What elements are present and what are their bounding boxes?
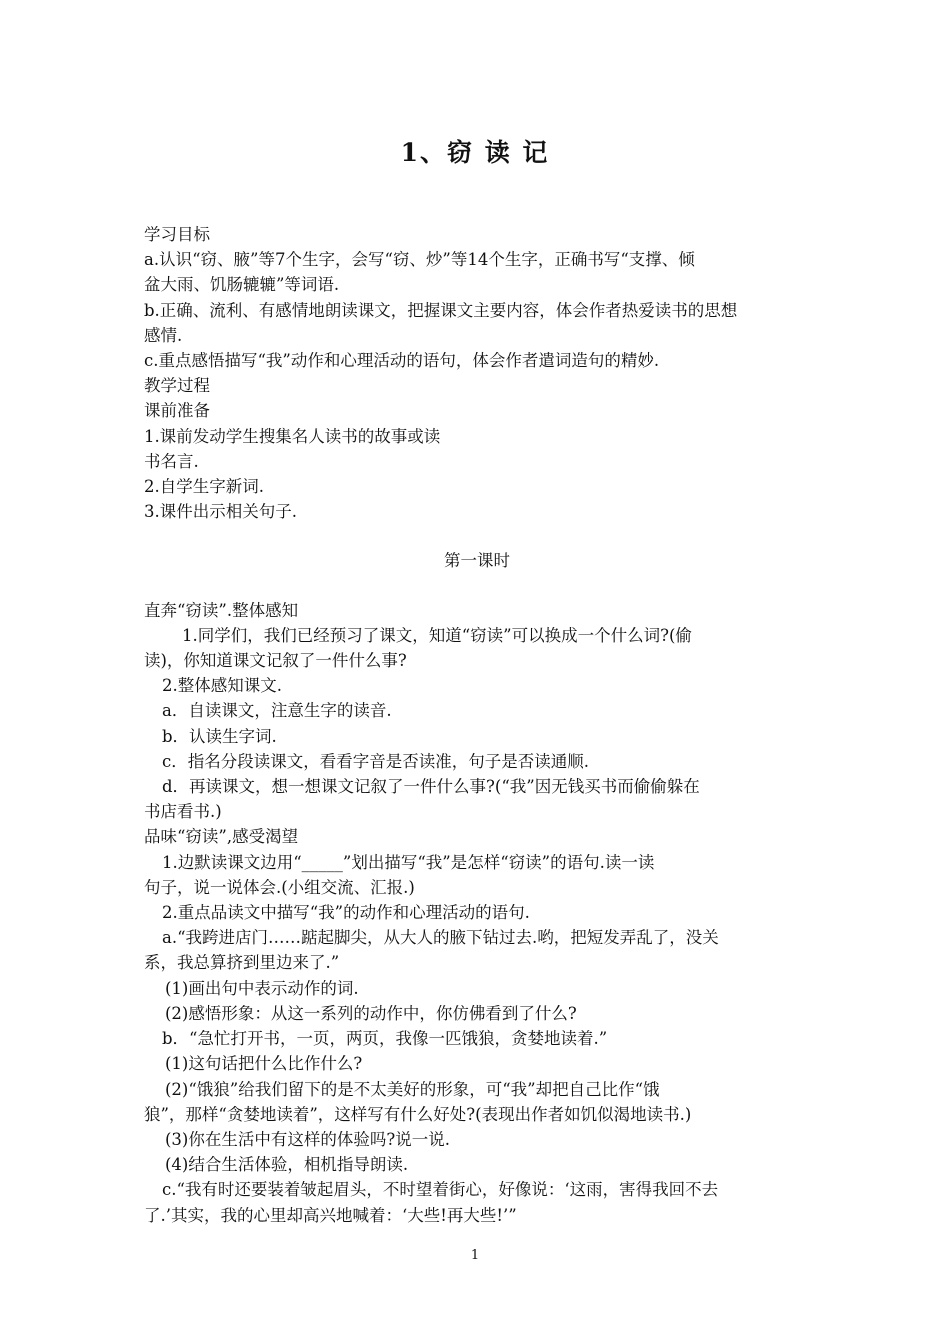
part1-item-2d-line2: 书店看书.) [144,802,222,822]
prep-item-1-line1: 1.课前发动学生搜集名人读书的故事或读 [144,426,441,446]
objective-a-line2: 盆大雨、饥肠辘辘”等词语. [144,275,340,295]
part1-heading: 直奔“窃读”.整体感知 [144,600,299,620]
part2-item-2a-sub1: (1)画出句中表示动作的词. [165,978,359,998]
part2-item-1-line1: 1.边默读课文边用“_____”划出描写“我”是怎样“窃读”的语句.读一读 [162,852,655,872]
page-title: 1、窃 读 记 [400,138,550,167]
prep-heading: 课前准备 [144,401,210,421]
spacer [144,574,810,598]
objective-a-line1: a.认识“窃、腋”等7个生字，会写“窃、炒”等14个生字，正确书写“支撑、倾 [144,250,695,270]
part1-item-1-line2: 读)，你知道课文记叙了一件什么事? [144,651,407,671]
part1-item-2c: c．指名分段读课文，看看字音是否读准，句子是否读通顺. [162,751,589,771]
objective-c: c.重点感悟描写“我”动作和心理活动的语句，体会作者遣词造句的精妙. [144,351,660,371]
part2-item-2b-sub1: (1)这句话把什么比作什么? [165,1054,363,1074]
part2-item-2c-line1: c.“我有时还要装着皱起眉头，不时望着街心，好像说：‘这雨，害得我回不去 [162,1180,719,1200]
spacer [144,524,810,548]
prep-item-3: 3.课件出示相关句子. [144,502,297,522]
prep-item-1-line2: 书名言. [144,451,199,471]
part2-item-2: 2.重点品读文中描写“我”的动作和心理活动的语句. [162,903,530,923]
part2-heading: 品味“窃读”,感受渴望 [144,827,299,847]
document-body [144,222,810,1228]
part2-item-2a-line2: 系，我总算挤到里边来了.” [144,953,340,973]
process-heading: 教学过程 [144,376,210,396]
part2-item-2a-line1: a.“我跨进店门……踮起脚尖，从大人的腋下钻过去.哟，把短发弄乱了，没关 [162,928,719,948]
part2-item-2b: b．“急忙打开书，一页，两页，我像一匹饿狼，贪婪地读着.” [162,1029,608,1049]
part2-item-2b-sub4: (4)结合生活体验，相机指导朗读. [165,1155,409,1175]
part1-item-1-line1: 1.同学们，我们已经预习了课文，知道“窃读”可以换成一个什么词?(偷 [182,625,692,645]
objective-b-line2: 感情. [144,325,183,345]
part1-item-2a: a．自读课文，注意生字的读音. [162,701,392,721]
part1-item-2d-line1: d．再读课文，想一想课文记叙了一件什么事?(“我”因无钱买书而偷偷躲在 [162,777,700,797]
part2-item-2a-sub2: (2)感悟形象：从这一系列的动作中，你仿佛看到了什么? [165,1003,577,1023]
part1-item-2b: b．认读生字词. [162,726,277,746]
part2-item-2b-sub3: (3)你在生活中有这样的体验吗?说一说. [165,1129,450,1149]
page-number: 1 [470,1248,480,1263]
part2-item-2c-line2: 了.’其实，我的心里却高兴地喊着：‘大些!再大些!’” [144,1205,517,1225]
part2-item-1-line2: 句子，说一说体会.(小组交流、汇报.) [144,877,415,897]
part1-item-2: 2.整体感知课文. [162,676,282,696]
lesson-heading: 第一课时 [444,551,510,571]
objectives-heading: 学习目标 [144,225,210,244]
part2-item-2b-sub2-line1: (2)“饿狼”给我们留下的是不太美好的形象，可“我”却把自己比作“饿 [165,1079,660,1099]
prep-item-2: 2.自学生字新词. [144,477,264,497]
objective-b-line1: b.正确、流利、有感情地朗读课文，把握课文主要内容，体会作者热爱读书的思想 [144,300,738,320]
part2-item-2b-sub2-line2: 狼”，那样“贪婪地读着”，这样写有什么好处?(表现出作者如饥似渴地读书.) [144,1104,692,1124]
